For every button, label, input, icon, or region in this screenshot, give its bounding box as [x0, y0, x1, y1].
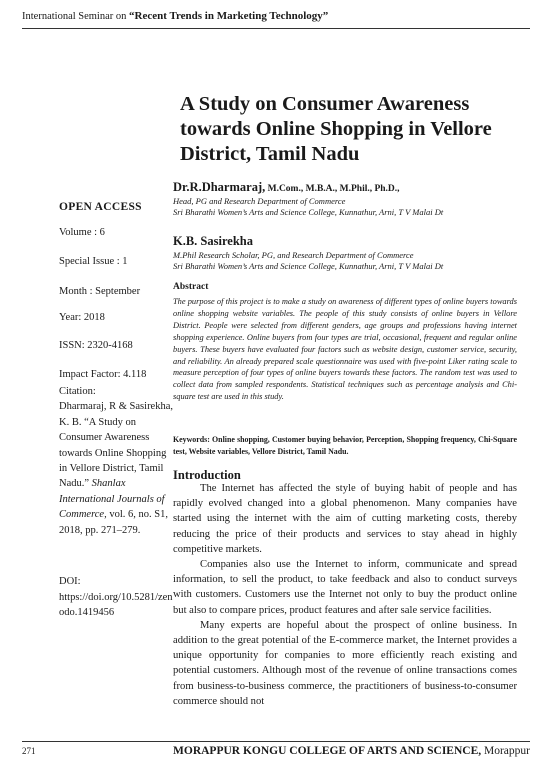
- author-1-affiliation-1: Head, PG and Research Department of Commerce: [173, 196, 346, 206]
- abstract-heading: Abstract: [173, 282, 209, 292]
- month: Month : September: [59, 286, 141, 297]
- college-place: Morappur: [481, 745, 530, 757]
- introduction-body: [173, 481, 517, 709]
- volume: Volume : 6: [59, 227, 105, 238]
- abstract-text: The purpose of this project is to make a study on awareness of different types of online buyers towards online shopping website variables. The people of this study consists of online buyers in Vellore District. People were selected from different genders, age groups and professions having internet shopping experience. Online buyers from four types are trial, occasional, frequent and regular online buyers. These buyers have evaluated four factors such as website design, customer service, security, and reliability. An already prepared scale questionnaire was used with five-point Liker rating scale to measure perception of four types of online buyers towards these factors. The random test was used to collect data from sampled respondents. Statistical techniques such as percentage analysis and Chi-square test are used in this study.: [173, 297, 517, 402]
- college-name: MORAPPUR KONGU COLLEGE OF ARTS AND SCIENCE,: [173, 745, 482, 757]
- citation-text: Dharmaraj, R & Sasirekha, K. B. “A Study on Consumer Awareness towards Online Shopping in Vellore District, Tamil Nadu.”: [59, 401, 174, 490]
- keywords-label: Keywords:: [173, 435, 210, 444]
- header-divider: [22, 28, 530, 29]
- author-2-affiliation-1: M.Phil Research Scholar, PG, and Research Department of Commerce: [173, 250, 414, 260]
- paper-title: A Study on Consumer Awareness towards Online Shopping in Vellore District, Tamil Nadu: [180, 93, 492, 165]
- special-issue: Special Issue : 1: [59, 256, 128, 267]
- author-1-degrees: M.Com., M.B.A., M.Phil., Ph.D.,: [265, 184, 400, 194]
- year: Year: 2018: [59, 312, 105, 323]
- keywords-text: Online shopping, Customer buying behavior, Perception, Shopping frequency, Chi-Square test, Website variables, Vellore District, Tamil Nadu.: [173, 435, 517, 456]
- author-1: [173, 178, 523, 218]
- introduction-heading: Introduction: [173, 468, 241, 482]
- seminar-title: “Recent Trends in Marketing Technology”: [129, 10, 329, 22]
- header-prefix: International Seminar on: [22, 11, 130, 22]
- keywords: [173, 434, 517, 457]
- author-1-affiliation-2: Sri Bharathi Women’s Arts and Science College, Kunnathur, Arni, T V Malai Dt: [173, 207, 444, 217]
- author-2-name: K.B. Sasirekha: [173, 234, 253, 248]
- citation-label: Citation:: [59, 386, 96, 397]
- doi-block: [59, 574, 174, 621]
- citation-block: [59, 384, 174, 538]
- citation-journal: Shanlax International Journals of Commerce,: [59, 478, 165, 521]
- paragraph: Many experts are hopeful about the prospect of online business. In addition to the great potential of the E-commerce market, the Internet provides a unique opportunity for companies to more efficiently reach existing and potential customers. Although most of the revenue of online transactions comes from business-to-business commerce, the practitioners of business-to-consumer commerce should not: [173, 619, 517, 707]
- footer-divider: [22, 741, 530, 742]
- author-2-affiliation-2: Sri Bharathi Women’s Arts and Science College, Kunnathur, Arni, T V Malai Dt: [173, 261, 444, 271]
- running-footer: [173, 745, 530, 757]
- open-access-label: OPEN ACCESS: [59, 201, 142, 213]
- page-number: 271: [22, 746, 36, 756]
- paragraph: The Internet has affected the style of buying habit of people and has rapidly evolved changed into a global phenomenon. Many companies have started using the internet with the aim of cutting marketing costs, thereby reducing the price of their products and services to stay ahead in highly competitive markets.: [173, 483, 517, 555]
- doi-label: DOI:: [59, 576, 81, 587]
- paragraph: Companies also use the Internet to inform, communicate and spread information, to sell the product, to take feedback and also to conduct surveys with customers. Customers use the Internet not only to buy the product online but also to compare prices, product features and after sale service facilities.: [173, 559, 517, 616]
- author-2: [173, 232, 523, 272]
- author-1-name: Dr.R.Dharmaraj,: [173, 180, 266, 194]
- doi-link[interactable]: https://doi.org/10.5281/zenodo.1419456: [59, 591, 173, 618]
- running-header: [22, 10, 532, 22]
- issn: ISSN: 2320-4168: [59, 340, 133, 351]
- citation-rest: vol. 6, no. S1, 2018, pp. 271–279.: [59, 509, 168, 536]
- impact-factor: Impact Factor: 4.118: [59, 369, 147, 380]
